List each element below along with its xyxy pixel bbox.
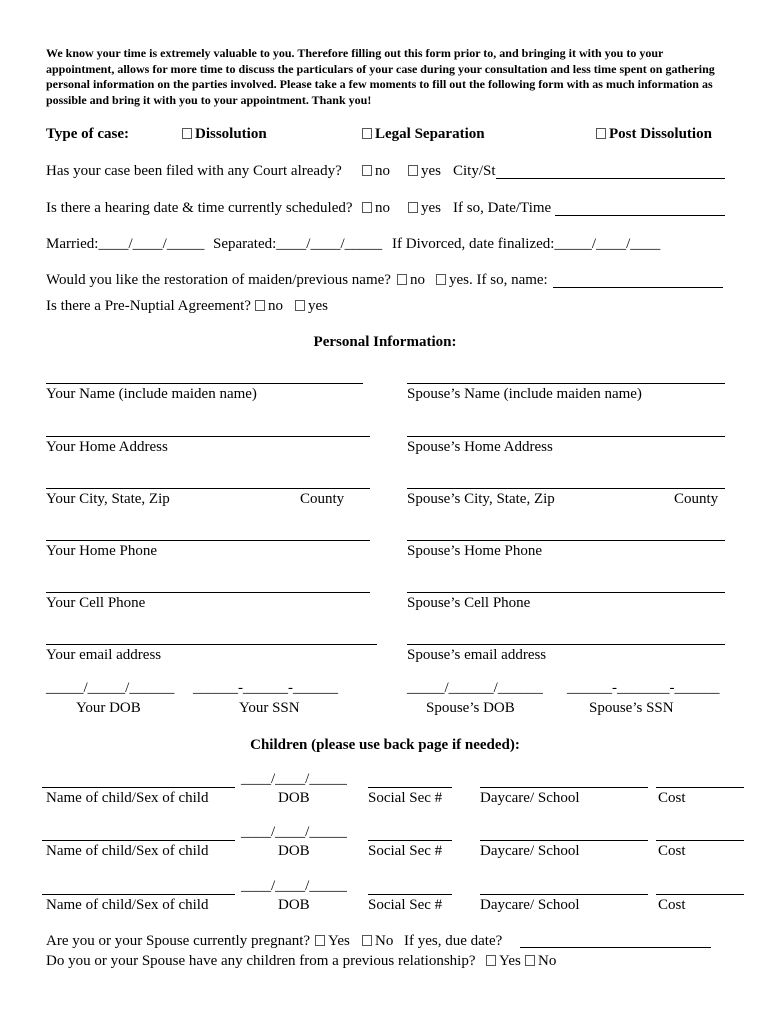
spouse-name-label: Spouse’s Name (include maiden name) [407, 386, 642, 402]
city-state-field[interactable] [496, 178, 725, 179]
child-ssn-label: Social Sec # [368, 790, 443, 806]
prenup-yes[interactable]: yes [295, 298, 328, 315]
child-ssn-label: Social Sec # [368, 897, 443, 913]
spouse-email-field[interactable] [407, 644, 725, 645]
date-time-label: If so, Date/Time [453, 200, 552, 216]
maiden-question: Would you like the restoration of maiden/previous name? [46, 272, 391, 288]
spouse-ssn-field[interactable]: ______-_______-______ [567, 680, 720, 696]
hearing-yes[interactable]: yes [408, 200, 441, 217]
child-dob-field[interactable]: ____/____/_____ [241, 771, 347, 787]
child-name-label: Name of child/Sex of child [46, 790, 209, 806]
pregnant-no[interactable]: No [362, 933, 393, 950]
your-cell-phone-field[interactable] [46, 592, 370, 593]
prenup-yes-checkbox[interactable] [295, 300, 305, 311]
your-address-field[interactable] [46, 436, 370, 437]
child-name-field[interactable] [42, 894, 235, 895]
hearing-question: Is there a hearing date & time currently scheduled? [46, 200, 353, 216]
due-date-label: If yes, due date? [404, 933, 503, 949]
spouse-county-label: County [674, 491, 719, 507]
child-dob-field[interactable]: ____/____/_____ [241, 878, 347, 894]
your-email-label: Your email address [46, 647, 162, 663]
your-name-label: Your Name (include maiden name) [46, 386, 257, 402]
child-school-label: Daycare/ School [480, 843, 580, 859]
spouse-cell-phone-label: Spouse’s Cell Phone [407, 595, 531, 611]
child-cost-label: Cost [658, 897, 686, 913]
child-cost-label: Cost [658, 843, 686, 859]
filed-question: Has your case been filed with any Court already? [46, 163, 342, 179]
your-ssn-label: Your SSN [239, 700, 300, 716]
intro-paragraph: We know your time is extremely valuable to you. Therefore filling out this form prior to, and bringing it with you to your appointment, allows for more time to discuss the particulars of your case during your consultation and less time spent on gathering personal information on the parties involved. Please take a few moments to fill out the following form with as much information as possible and bring it with you to your appointment. Thank you! [46, 46, 715, 107]
married-field[interactable]: Married:____/____/_____ [46, 236, 205, 252]
your-email-field[interactable] [46, 644, 377, 645]
your-city-field[interactable] [46, 488, 370, 489]
hearing-no[interactable]: no [362, 200, 390, 217]
filed-no[interactable]: no [362, 163, 390, 180]
post-dissolution-option[interactable]: Post Dissolution [596, 126, 712, 143]
previous-yes[interactable]: Yes [486, 953, 521, 970]
child-ssn-field[interactable] [368, 840, 452, 841]
divorced-field[interactable]: If Divorced, date finalized:_____/____/____ [392, 236, 661, 252]
child-school-label: Daycare/ School [480, 897, 580, 913]
child-school-field[interactable] [480, 894, 648, 895]
your-home-phone-field[interactable] [46, 540, 370, 541]
spouse-dob-field[interactable]: _____/______/______ [407, 680, 543, 696]
child-school-field[interactable] [480, 787, 648, 788]
child-cost-field[interactable] [656, 787, 744, 788]
maiden-yes[interactable]: yes. If so, name: [436, 272, 548, 289]
filed-no-checkbox[interactable] [362, 165, 372, 176]
your-county-label: County [300, 491, 345, 507]
separated-field[interactable]: Separated:____/____/_____ [213, 236, 383, 252]
child-ssn-field[interactable] [368, 894, 452, 895]
post-dissolution-checkbox[interactable] [596, 128, 606, 139]
prenup-question: Is there a Pre-Nuptial Agreement? [46, 298, 251, 314]
city-state-label: City/St [453, 163, 496, 179]
personal-info-heading: Personal Information: [313, 334, 457, 350]
spouse-address-label: Spouse’s Home Address [407, 439, 553, 455]
pregnant-yes-checkbox[interactable] [315, 935, 325, 946]
spouse-ssn-label: Spouse’s SSN [589, 700, 674, 716]
dissolution-option[interactable]: Dissolution [182, 126, 267, 143]
child-cost-label: Cost [658, 790, 686, 806]
spouse-home-phone-field[interactable] [407, 540, 725, 541]
your-address-label: Your Home Address [46, 439, 168, 455]
spouse-email-label: Spouse’s email address [407, 647, 547, 663]
your-cell-phone-label: Your Cell Phone [46, 595, 146, 611]
due-date-field[interactable] [520, 947, 711, 948]
pregnant-no-checkbox[interactable] [362, 935, 372, 946]
prenup-no-checkbox[interactable] [255, 300, 265, 311]
spouse-dob-label: Spouse’s DOB [426, 700, 515, 716]
dissolution-checkbox[interactable] [182, 128, 192, 139]
child-ssn-field[interactable] [368, 787, 452, 788]
spouse-address-field[interactable] [407, 436, 725, 437]
hearing-no-checkbox[interactable] [362, 202, 372, 213]
maiden-name-field[interactable] [553, 287, 723, 288]
pregnant-question: Are you or your Spouse currently pregnant? [46, 933, 311, 949]
previous-no[interactable]: No [525, 953, 556, 970]
maiden-yes-checkbox[interactable] [436, 274, 446, 285]
pregnant-yes[interactable]: Yes [315, 933, 350, 950]
legal-separation-checkbox[interactable] [362, 128, 372, 139]
maiden-no[interactable]: no [397, 272, 425, 289]
spouse-home-phone-label: Spouse’s Home Phone [407, 543, 542, 559]
spouse-cell-phone-field[interactable] [407, 592, 725, 593]
child-name-field[interactable] [42, 787, 235, 788]
hearing-yes-checkbox[interactable] [408, 202, 418, 213]
spouse-city-field[interactable] [407, 488, 725, 489]
spouse-name-field[interactable] [407, 383, 725, 384]
child-ssn-label: Social Sec # [368, 843, 443, 859]
child-cost-field[interactable] [656, 840, 744, 841]
date-time-field[interactable] [555, 215, 725, 216]
your-home-phone-label: Your Home Phone [46, 543, 157, 559]
child-dob-field[interactable]: ____/____/_____ [241, 824, 347, 840]
your-ssn-field[interactable]: ______-______-______ [193, 680, 338, 696]
child-dob-label: DOB [278, 790, 310, 806]
child-dob-label: DOB [278, 843, 310, 859]
previous-yes-checkbox[interactable] [486, 955, 496, 966]
your-name-field[interactable] [46, 383, 363, 384]
children-heading: Children (please use back page if needed): [250, 737, 520, 753]
child-dob-label: DOB [278, 897, 310, 913]
child-cost-field[interactable] [656, 894, 744, 895]
your-dob-field[interactable]: _____/_____/______ [46, 680, 175, 696]
spouse-city-label: Spouse’s City, State, Zip [407, 491, 555, 507]
your-dob-label: Your DOB [76, 700, 141, 716]
child-school-field[interactable] [480, 840, 648, 841]
filed-yes[interactable]: yes [408, 163, 441, 180]
previous-no-checkbox[interactable] [525, 955, 535, 966]
child-school-label: Daycare/ School [480, 790, 580, 806]
prenup-no[interactable]: no [255, 298, 283, 315]
your-city-label: Your City, State, Zip [46, 491, 170, 507]
child-name-field[interactable] [42, 840, 235, 841]
case-type-label: Type of case: [46, 126, 130, 142]
child-name-label: Name of child/Sex of child [46, 843, 209, 859]
filed-yes-checkbox[interactable] [408, 165, 418, 176]
child-name-label: Name of child/Sex of child [46, 897, 209, 913]
legal-separation-option[interactable]: Legal Separation [362, 126, 485, 143]
previous-children-question: Do you or your Spouse have any children from a previous relationship? [46, 953, 476, 969]
maiden-no-checkbox[interactable] [397, 274, 407, 285]
